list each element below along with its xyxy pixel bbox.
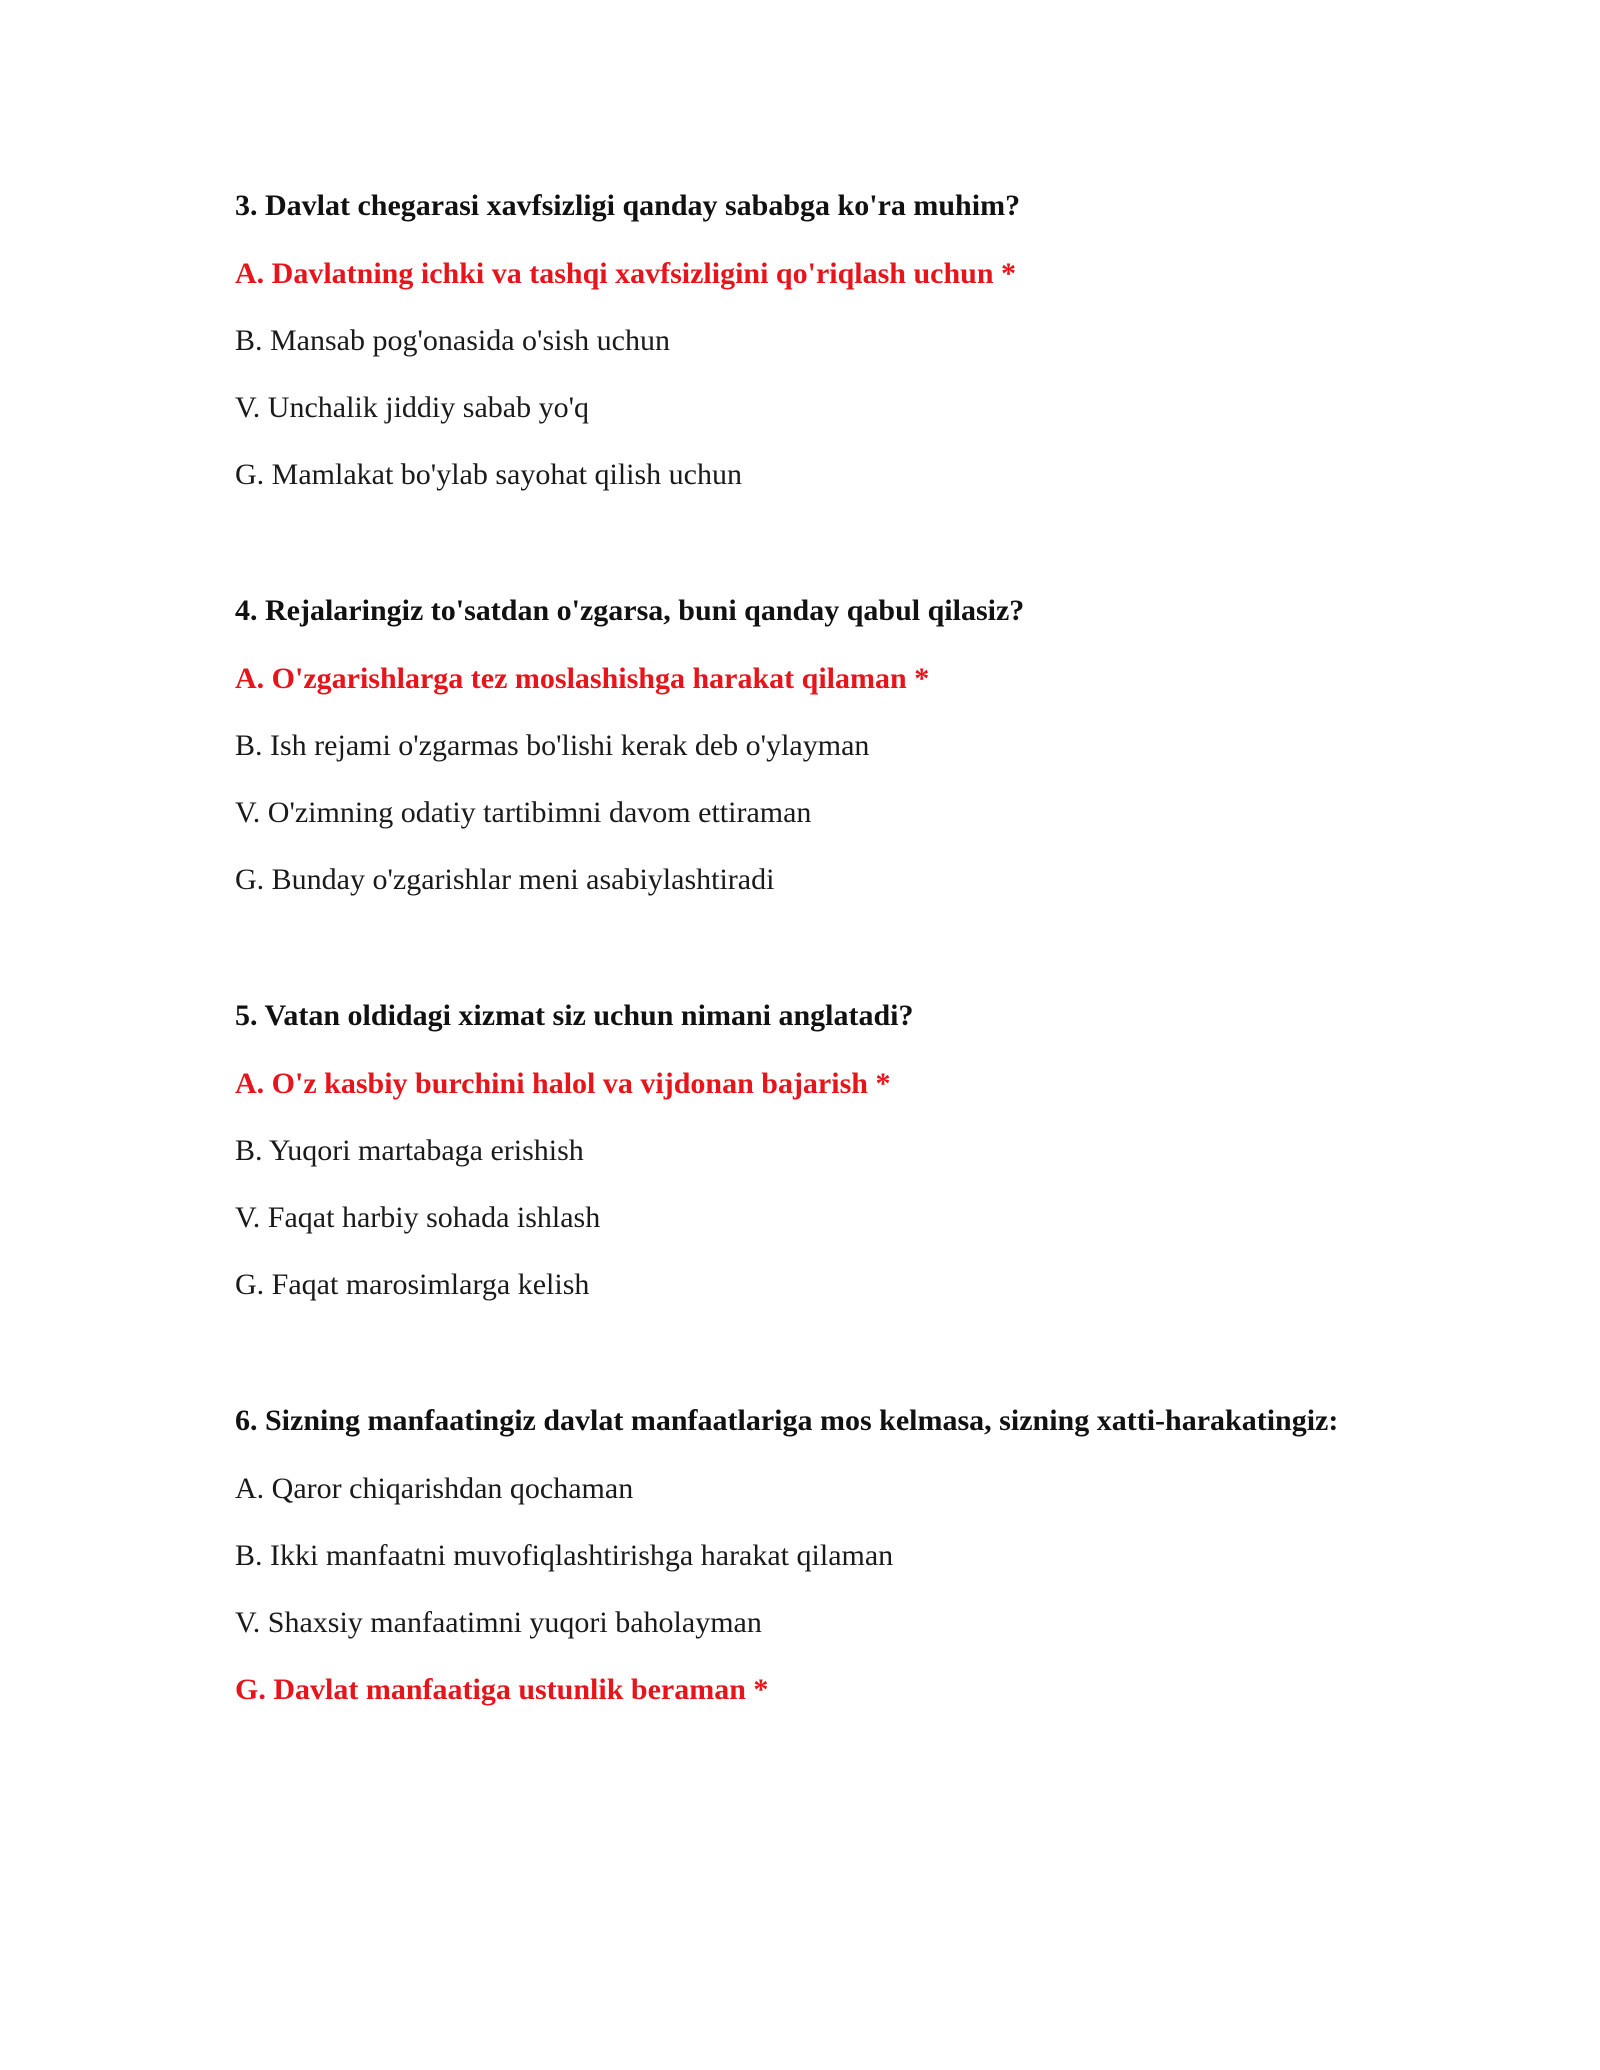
answer-option: B. Yuqori martabaga erishish bbox=[235, 1134, 584, 1167]
question-title: 4. Rejalaringiz to'satdan o'zgarsa, buni qanday qabul qilasiz? bbox=[235, 594, 1025, 627]
answer-option: B. Ish rejami o'zgarmas bo'lishi kerak deb o'ylayman bbox=[235, 729, 870, 762]
question-title: 6. Sizning manfaatingiz davlat manfaatlariga mos kelmasa, sizning xatti-harakatingiz: bbox=[235, 1404, 1339, 1437]
question-block-3 bbox=[235, 185, 1365, 495]
answer-option: V. Unchalik jiddiy sabab yo'q bbox=[235, 391, 589, 424]
question-block-4 bbox=[235, 590, 1365, 900]
document-page bbox=[235, 185, 1365, 1710]
question-block-5 bbox=[235, 995, 1365, 1305]
answer-option: B. Ikki manfaatni muvofiqlashtirishga harakat qilaman bbox=[235, 1539, 894, 1572]
answer-option: B. Mansab pog'onasida o'sish uchun bbox=[235, 324, 670, 357]
question-title: 5. Vatan oldidagi xizmat siz uchun nimani anglatadi? bbox=[235, 999, 914, 1032]
answer-option: V. Shaxsiy manfaatimni yuqori baholayman bbox=[235, 1606, 762, 1639]
answer-option: A. Qaror chiqarishdan qochaman bbox=[235, 1472, 634, 1505]
answer-option: V. O'zimning odatiy tartibimni davom ettiraman bbox=[235, 796, 812, 829]
answer-option: V. Faqat harbiy sohada ishlash bbox=[235, 1201, 601, 1234]
answer-option: G. Bunday o'zgarishlar meni asabiylashtiradi bbox=[235, 863, 775, 896]
answer-option-correct: A. Davlatning ichki va tashqi xavfsizligini qo'riqlash uchun * bbox=[235, 257, 1017, 290]
answer-option-correct: A. O'z kasbiy burchini halol va vijdonan bajarish * bbox=[235, 1067, 891, 1100]
question-block-6 bbox=[235, 1400, 1365, 1710]
question-title: 3. Davlat chegarasi xavfsizligi qanday sababga ko'ra muhim? bbox=[235, 189, 1021, 222]
answer-option-correct: A. O'zgarishlarga tez moslashishga harakat qilaman * bbox=[235, 662, 930, 695]
answer-option-correct: G. Davlat manfaatiga ustunlik beraman * bbox=[235, 1673, 769, 1706]
answer-option: G. Mamlakat bo'ylab sayohat qilish uchun bbox=[235, 458, 742, 491]
answer-option: G. Faqat marosimlarga kelish bbox=[235, 1268, 590, 1301]
